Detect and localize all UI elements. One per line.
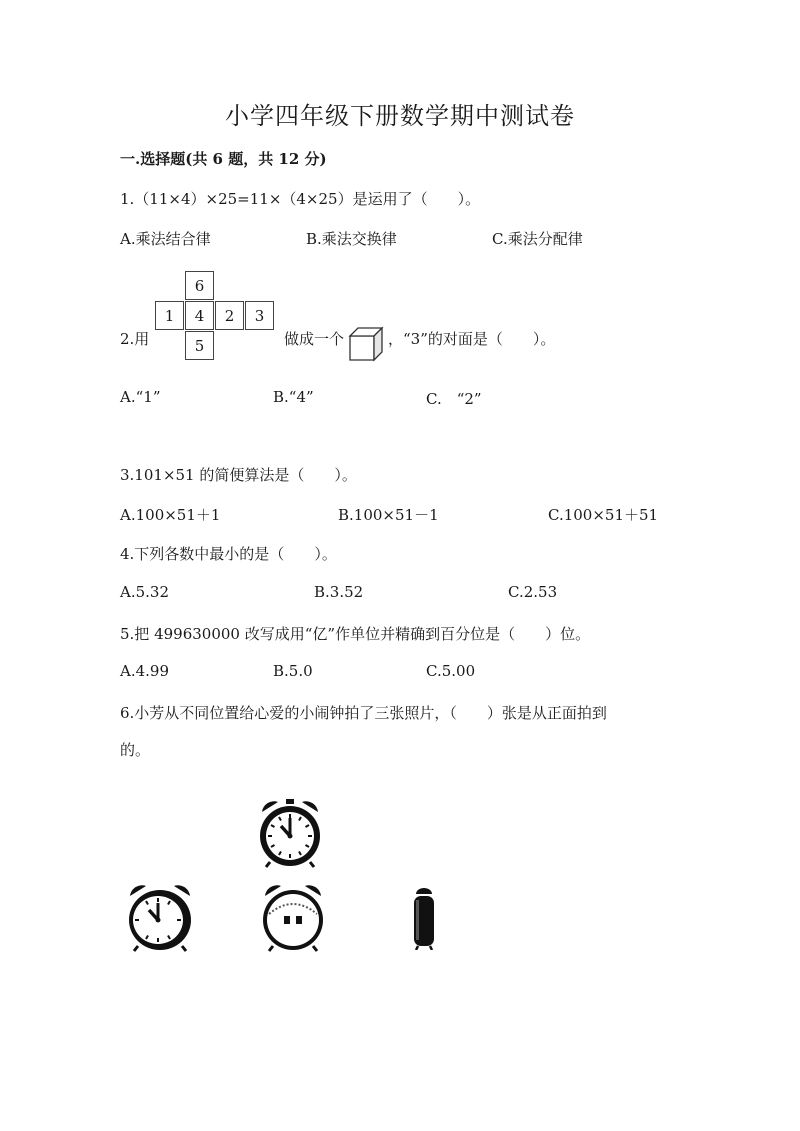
q2-option-b[interactable]: B.“4” xyxy=(273,388,314,406)
alarm-clock-front-icon xyxy=(254,796,326,868)
net-cell: 2 xyxy=(215,301,244,330)
q5-option-b[interactable]: B.5.0 xyxy=(273,662,313,680)
q3-option-b[interactable]: B.100×51－1 xyxy=(338,506,439,524)
q4-option-b[interactable]: B.3.52 xyxy=(314,583,364,601)
alarm-clock-side-icon xyxy=(404,886,444,950)
net-cell: 6 xyxy=(185,271,214,300)
page-title: 小学四年级下册数学期中测试卷 xyxy=(225,102,575,130)
net-cell: 3 xyxy=(245,301,274,330)
q3-option-c[interactable]: C.100×51＋51 xyxy=(548,506,659,524)
question-6-line-1: 6.小芳从不同位置给心爱的小闹钟拍了三张照片，（ ）张是从正面拍到 xyxy=(120,704,607,722)
alarm-clock-back-icon xyxy=(257,880,329,952)
question-3: 3.101×51 的简便算法是（ ）。 xyxy=(120,466,357,484)
net-cell: 1 xyxy=(155,301,184,330)
section-heading: 一.选择题(共 6 题，共 12 分) xyxy=(120,150,327,168)
q4-option-a[interactable]: A.5.32 xyxy=(120,583,169,601)
question-2-middle: 做成一个 xyxy=(284,330,345,348)
q3-option-a[interactable]: A.100×51＋1 xyxy=(120,506,221,524)
q2-option-c[interactable]: C. “2” xyxy=(426,390,482,408)
q1-option-c[interactable]: C.乘法分配律 xyxy=(492,230,583,248)
net-cell: 4 xyxy=(185,301,214,330)
question-1: 1.（11×4）×25=11×（4×25）是运用了（ ）。 xyxy=(120,190,481,208)
q5-option-a[interactable]: A.4.99 xyxy=(120,662,169,680)
cube-icon xyxy=(348,326,384,362)
net-cell: 5 xyxy=(185,331,214,360)
question-2-suffix: ，“3”的对面是（ ）。 xyxy=(388,330,556,348)
q2-option-a[interactable]: A.“1” xyxy=(120,388,161,406)
q5-option-c[interactable]: C.5.00 xyxy=(426,662,476,680)
question-6-line-2: 的。 xyxy=(120,741,151,759)
question-4: 4.下列各数中最小的是（ ）。 xyxy=(120,545,337,563)
question-5: 5.把 499630000 改写成用“亿”作单位并精确到百分位是（ ）位。 xyxy=(120,625,591,643)
q4-option-c[interactable]: C.2.53 xyxy=(508,583,558,601)
alarm-clock-angled-icon xyxy=(124,880,196,952)
q1-option-a[interactable]: A.乘法结合律 xyxy=(120,230,211,248)
q1-option-b[interactable]: B.乘法交换律 xyxy=(306,230,397,248)
question-2-prefix: 2.用 xyxy=(120,330,150,348)
